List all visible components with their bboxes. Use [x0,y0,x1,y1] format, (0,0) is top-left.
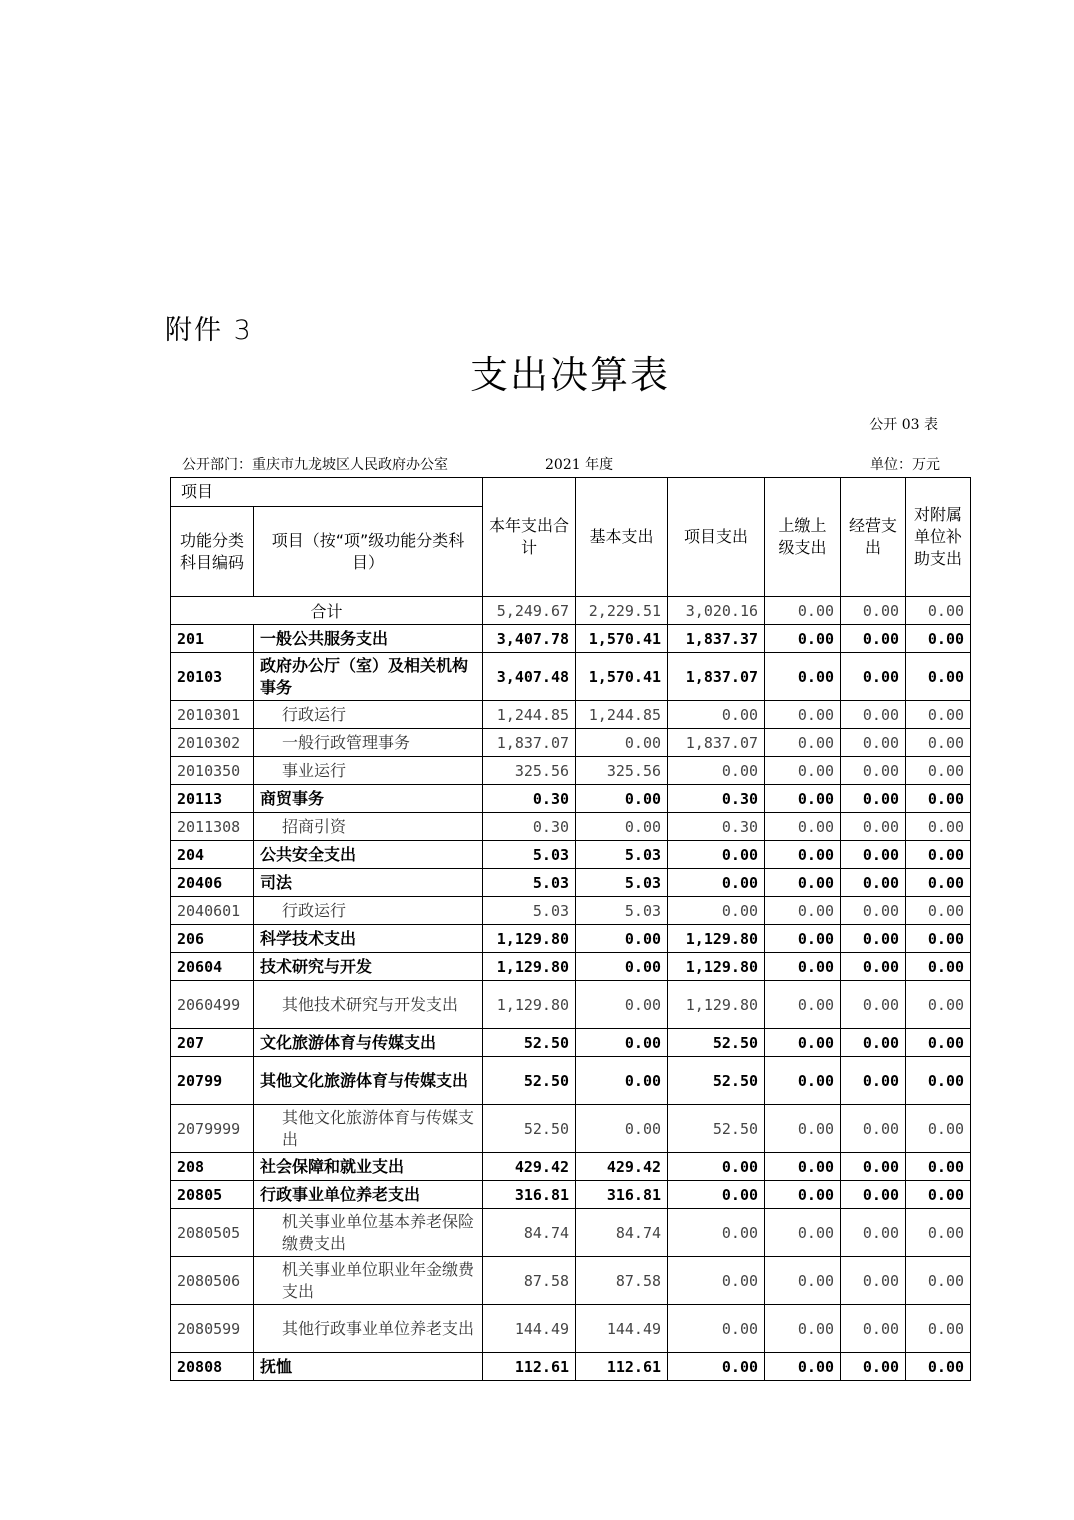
name-cell: 抚恤 [254,1353,483,1381]
remit-cell: 0.00 [765,701,841,729]
subsidy-cell: 0.00 [906,841,971,869]
subsidy-cell: 0.00 [906,1153,971,1181]
total-cell: 0.30 [483,785,576,813]
table-row [171,1029,971,1057]
project-cell: 0.00 [668,1353,765,1381]
project-cell: 0.00 [668,869,765,897]
total-cell: 1,244.85 [483,701,576,729]
operating-cell: 0.00 [841,869,906,897]
subsidy-cell: 0.00 [906,1305,971,1353]
project-cell: 52.50 [668,1057,765,1105]
header-remit: 上缴上级支出 [765,478,841,597]
name-cell: 社会保障和就业支出 [254,1153,483,1181]
basic-cell: 325.56 [576,757,668,785]
total-cell: 144.49 [483,1305,576,1353]
code-cell: 206 [171,925,254,953]
code-cell: 2010350 [171,757,254,785]
table-row [171,841,971,869]
operating-cell: 0.00 [841,953,906,981]
basic-cell: 429.42 [576,1153,668,1181]
code-cell: 20113 [171,785,254,813]
total-cell: 429.42 [483,1153,576,1181]
subsidy-cell: 0.00 [906,625,971,653]
subsidy-cell: 0.00 [906,1105,971,1153]
basic-cell: 84.74 [576,1209,668,1257]
operating-cell: 0.00 [841,1257,906,1305]
total-cell: 1,129.80 [483,925,576,953]
remit-cell: 0.00 [765,1105,841,1153]
subsidy-cell: 0.00 [906,729,971,757]
operating-cell: 0.00 [841,785,906,813]
name-cell: 商贸事务 [254,785,483,813]
remit-cell: 0.00 [765,813,841,841]
name-cell: 一般公共服务支出 [254,625,483,653]
remit-cell: 0.00 [765,785,841,813]
table-row [171,1057,971,1105]
total-cell: 325.56 [483,757,576,785]
remit-cell: 0.00 [765,841,841,869]
total-cell: 316.81 [483,1181,576,1209]
project-cell: 0.00 [668,1181,765,1209]
subsidy-cell: 0.00 [906,869,971,897]
subsidy-cell: 0.00 [906,1209,971,1257]
project-cell: 1,129.80 [668,953,765,981]
unit-line: 单位：万元 [870,457,940,473]
subsidy-cell: 0.00 [906,701,971,729]
basic-cell: 0.00 [576,953,668,981]
name-cell: 行政事业单位养老支出 [254,1181,483,1209]
remit-cell: 0.00 [765,897,841,925]
header-basic: 基本支出 [576,478,668,597]
code-cell: 207 [171,1029,254,1057]
table-row [171,813,971,841]
basic-cell: 144.49 [576,1305,668,1353]
project-cell: 0.00 [668,841,765,869]
operating-cell: 0.00 [841,653,906,701]
total-cell: 1,129.80 [483,953,576,981]
name-cell: 机关事业单位基本养老保险缴费支出 [254,1209,483,1257]
code-cell: 2080505 [171,1209,254,1257]
page-title: 支出决算表 [469,353,670,397]
operating-cell: 0.00 [841,1029,906,1057]
name-cell: 司法 [254,869,483,897]
basic-cell: 0.00 [576,1057,668,1105]
remit-cell: 0.00 [765,1257,841,1305]
subsidy-cell: 0.00 [906,813,971,841]
code-cell: 20808 [171,1353,254,1381]
name-cell: 其他文化旅游体育与传媒支出 [254,1057,483,1105]
basic-cell: 0.00 [576,1029,668,1057]
operating-cell: 0.00 [841,897,906,925]
operating-cell: 0.00 [841,757,906,785]
remit-cell: 0.00 [765,757,841,785]
basic-cell: 87.58 [576,1257,668,1305]
project-cell: 0.30 [668,813,765,841]
subsidy-cell: 0.00 [906,1257,971,1305]
operating-cell: 0.00 [841,1057,906,1105]
code-cell: 20799 [171,1057,254,1105]
project-cell: 0.00 [668,757,765,785]
table-row [171,1209,971,1257]
name-cell: 一般行政管理事务 [254,729,483,757]
basic-cell: 5.03 [576,841,668,869]
remit-cell: 0.00 [765,1029,841,1057]
total-row [171,597,971,625]
header-project: 项目 [171,478,483,507]
table-row [171,1305,971,1353]
operating-cell: 0.00 [841,925,906,953]
project-cell: 1,837.07 [668,729,765,757]
code-cell: 2079999 [171,1105,254,1153]
subsidy-cell: 0.00 [906,757,971,785]
form-number: 公开 03 表 [869,417,938,433]
operating-cell: 0.00 [841,625,906,653]
basic-cell: 316.81 [576,1181,668,1209]
total-cell: 52.50 [483,1057,576,1105]
project-cell: 52.50 [668,1105,765,1153]
basic-cell: 1,244.85 [576,701,668,729]
name-cell: 其他文化旅游体育与传媒支出 [254,1105,483,1153]
code-cell: 2080506 [171,1257,254,1305]
subsidy-cell: 0.00 [906,597,971,625]
project-cell: 0.00 [668,1257,765,1305]
header-item-name: 项目（按“项”级功能分类科目） [254,507,483,597]
operating-cell: 0.00 [841,597,906,625]
table-row [171,1105,971,1153]
name-cell: 行政运行 [254,897,483,925]
table-row [171,1153,971,1181]
remit-cell: 0.00 [765,729,841,757]
project-cell: 0.00 [668,1153,765,1181]
name-cell: 政府办公厅（室）及相关机构事务 [254,653,483,701]
operating-cell: 0.00 [841,701,906,729]
project-cell: 3,020.16 [668,597,765,625]
name-cell: 事业运行 [254,757,483,785]
code-cell: 20406 [171,869,254,897]
project-cell: 0.00 [668,701,765,729]
table-row [171,925,971,953]
subsidy-cell: 0.00 [906,953,971,981]
subsidy-cell: 0.00 [906,1353,971,1381]
year-line: 2021 年度 [545,457,614,473]
attachment-label: 附件 3 [165,315,253,346]
code-cell: 20103 [171,653,254,701]
code-cell: 2010301 [171,701,254,729]
code-cell: 208 [171,1153,254,1181]
total-cell: 1,129.80 [483,981,576,1029]
total-cell: 87.58 [483,1257,576,1305]
table-row [171,953,971,981]
total-cell: 52.50 [483,1029,576,1057]
basic-cell: 5.03 [576,869,668,897]
subsidy-cell: 0.00 [906,1029,971,1057]
table-row [171,981,971,1029]
subsidy-cell: 0.00 [906,1181,971,1209]
operating-cell: 0.00 [841,1353,906,1381]
total-cell: 5.03 [483,841,576,869]
operating-cell: 0.00 [841,813,906,841]
name-cell: 技术研究与开发 [254,953,483,981]
remit-cell: 0.00 [765,1353,841,1381]
header-total: 本年支出合计 [483,478,576,597]
subsidy-cell: 0.00 [906,897,971,925]
table-row [171,785,971,813]
code-cell: 20805 [171,1181,254,1209]
remit-cell: 0.00 [765,1153,841,1181]
name-cell: 其他行政事业单位养老支出 [254,1305,483,1353]
basic-cell: 1,570.41 [576,653,668,701]
name-cell: 机关事业单位职业年金缴费支出 [254,1257,483,1305]
table-row [171,729,971,757]
total-cell: 1,837.07 [483,729,576,757]
code-cell: 2010302 [171,729,254,757]
subsidy-cell: 0.00 [906,981,971,1029]
remit-cell: 0.00 [765,925,841,953]
total-cell: 52.50 [483,1105,576,1153]
name-cell: 公共安全支出 [254,841,483,869]
project-cell: 1,837.07 [668,653,765,701]
operating-cell: 0.00 [841,1105,906,1153]
department-line: 公开部门：重庆市九龙坡区人民政府办公室 [182,457,448,473]
table-row [171,701,971,729]
code-cell: 2040601 [171,897,254,925]
remit-cell: 0.00 [765,597,841,625]
subsidy-cell: 0.00 [906,785,971,813]
operating-cell: 0.00 [841,1305,906,1353]
table-row [171,897,971,925]
basic-cell: 1,570.41 [576,625,668,653]
expenditure-table [170,477,971,1381]
subsidy-cell: 0.00 [906,653,971,701]
name-cell: 招商引资 [254,813,483,841]
table-row [171,757,971,785]
total-label: 合计 [171,597,483,625]
project-cell: 1,129.80 [668,981,765,1029]
table-row [171,1181,971,1209]
project-cell: 0.00 [668,897,765,925]
project-cell: 52.50 [668,1029,765,1057]
remit-cell: 0.00 [765,1209,841,1257]
subsidy-cell: 0.00 [906,925,971,953]
basic-cell: 0.00 [576,1105,668,1153]
code-cell: 20604 [171,953,254,981]
project-cell: 0.30 [668,785,765,813]
total-cell: 0.30 [483,813,576,841]
remit-cell: 0.00 [765,653,841,701]
total-cell: 5.03 [483,897,576,925]
subsidy-cell: 0.00 [906,1057,971,1105]
basic-cell: 0.00 [576,981,668,1029]
table-row [171,653,971,701]
remit-cell: 0.00 [765,625,841,653]
remit-cell: 0.00 [765,1181,841,1209]
total-cell: 112.61 [483,1353,576,1381]
table-row [171,869,971,897]
code-cell: 204 [171,841,254,869]
code-cell: 2060499 [171,981,254,1029]
total-cell: 5.03 [483,869,576,897]
total-cell: 84.74 [483,1209,576,1257]
operating-cell: 0.00 [841,1209,906,1257]
basic-cell: 2,229.51 [576,597,668,625]
remit-cell: 0.00 [765,981,841,1029]
project-cell: 0.00 [668,1305,765,1353]
name-cell: 其他技术研究与开发支出 [254,981,483,1029]
operating-cell: 0.00 [841,1181,906,1209]
remit-cell: 0.00 [765,1305,841,1353]
project-cell: 1,129.80 [668,925,765,953]
name-cell: 行政运行 [254,701,483,729]
basic-cell: 112.61 [576,1353,668,1381]
total-cell: 3,407.78 [483,625,576,653]
code-cell: 2080599 [171,1305,254,1353]
basic-cell: 0.00 [576,925,668,953]
total-cell: 3,407.48 [483,653,576,701]
code-cell: 2011308 [171,813,254,841]
remit-cell: 0.00 [765,1057,841,1105]
basic-cell: 0.00 [576,729,668,757]
remit-cell: 0.00 [765,953,841,981]
basic-cell: 5.03 [576,897,668,925]
table-row [171,625,971,653]
code-cell: 201 [171,625,254,653]
table-row [171,1353,971,1381]
operating-cell: 0.00 [841,981,906,1029]
basic-cell: 0.00 [576,785,668,813]
header-project-exp: 项目支出 [668,478,765,597]
header-subsidy: 对附属单位补助支出 [906,478,971,597]
project-cell: 0.00 [668,1209,765,1257]
remit-cell: 0.00 [765,869,841,897]
operating-cell: 0.00 [841,1153,906,1181]
project-cell: 1,837.37 [668,625,765,653]
table-row [171,1257,971,1305]
name-cell: 文化旅游体育与传媒支出 [254,1029,483,1057]
name-cell: 科学技术支出 [254,925,483,953]
basic-cell: 0.00 [576,813,668,841]
header-operating: 经营支出 [841,478,906,597]
operating-cell: 0.00 [841,841,906,869]
operating-cell: 0.00 [841,729,906,757]
total-cell: 5,249.67 [483,597,576,625]
header-func-code: 功能分类科目编码 [171,507,254,597]
